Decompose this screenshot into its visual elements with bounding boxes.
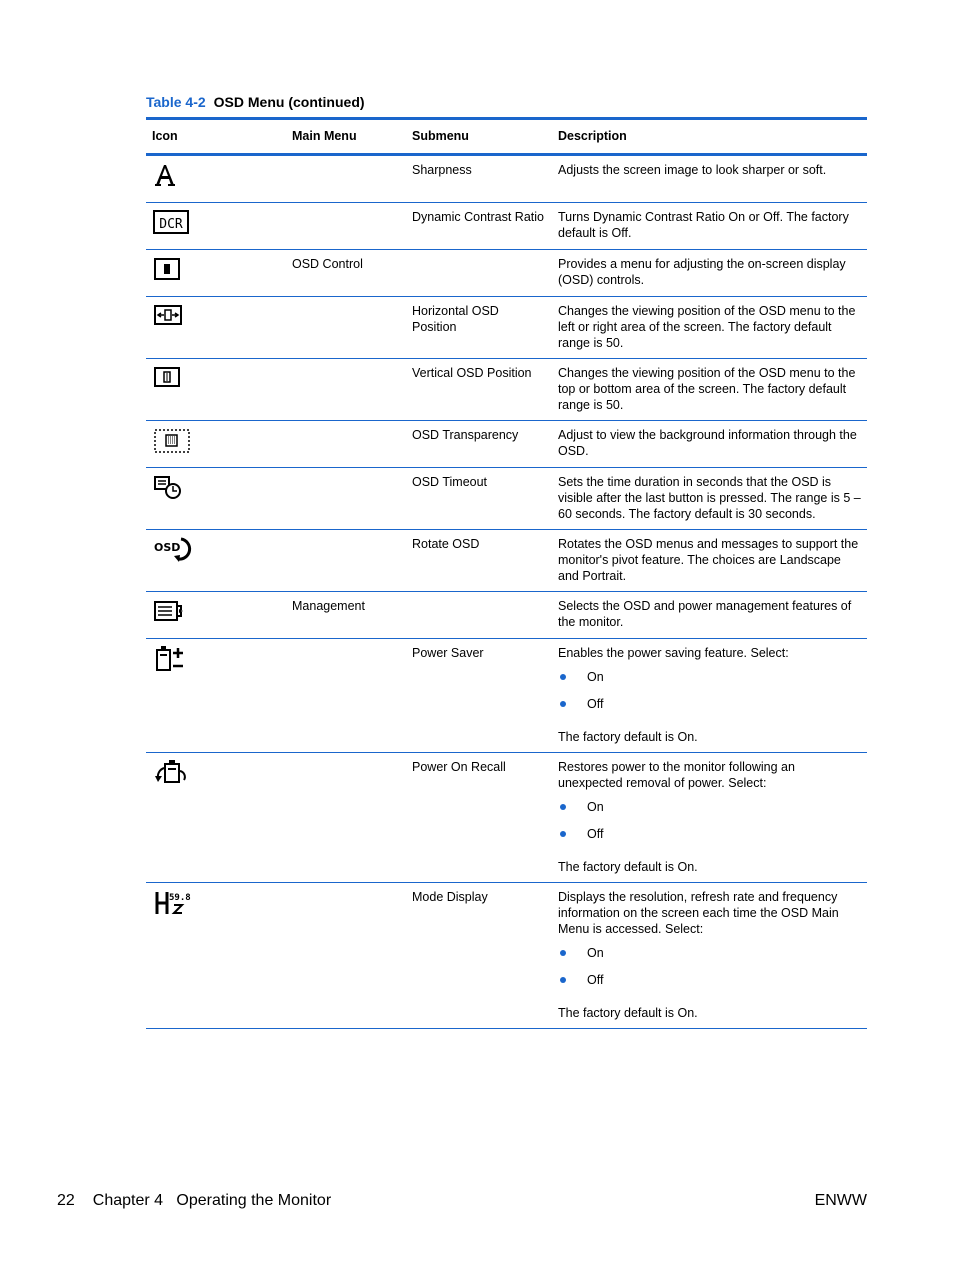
description-text: Enables the power saving feature. Select: bbox=[558, 646, 789, 660]
submenu-cell: Dynamic Contrast Ratio bbox=[406, 203, 552, 250]
page-footer-right: ENWW bbox=[814, 1192, 867, 1209]
table-number: Table 4-2 bbox=[146, 94, 206, 110]
submenu-cell: Rotate OSD bbox=[406, 530, 552, 592]
main-menu-cell: Management bbox=[286, 592, 406, 639]
factory-default-note: The factory default is On. bbox=[558, 730, 698, 744]
osd-control-icon bbox=[152, 255, 192, 285]
main-menu-cell bbox=[286, 639, 406, 753]
table-row bbox=[146, 421, 867, 468]
description-cell: Changes the viewing position of the OSD menu to the left or right area of the screen. The factory default range is 50. bbox=[552, 297, 867, 359]
chapter-title: Chapter 4 Operating the Monitor bbox=[92, 1192, 332, 1209]
option-item: Off bbox=[558, 696, 861, 723]
sharpness-icon bbox=[152, 161, 192, 191]
description-cell: Adjusts the screen image to look sharper or soft. bbox=[552, 155, 867, 203]
main-menu-cell bbox=[286, 883, 406, 1029]
main-menu-cell bbox=[286, 203, 406, 250]
description-cell: Changes the viewing position of the OSD menu to the top or bottom area of the screen. The factory default range is 50. bbox=[552, 359, 867, 421]
svg-text:DCR: DCR bbox=[159, 217, 183, 232]
osd-menu-table bbox=[146, 117, 867, 1029]
table-caption bbox=[146, 94, 365, 110]
power-saver-icon bbox=[152, 644, 192, 674]
main-menu-cell bbox=[286, 155, 406, 203]
option-item: On bbox=[558, 799, 861, 826]
option-item: Off bbox=[558, 972, 861, 999]
header-icon: Icon bbox=[146, 119, 286, 155]
main-menu-cell bbox=[286, 468, 406, 530]
page-number: 22 bbox=[57, 1192, 75, 1209]
table-row bbox=[146, 639, 867, 753]
svg-text:OSD: OSD bbox=[154, 541, 181, 554]
description-cell: Sets the time duration in seconds that the OSD is visible after the last button is pressed. The range is 5 – 60 seconds. The factory default is 30 seconds. bbox=[552, 468, 867, 530]
description-cell: Rotates the OSD menus and messages to support the monitor's pivot feature. The choices are Landscape and Portrait. bbox=[552, 530, 867, 592]
header-submenu: Submenu bbox=[406, 119, 552, 155]
power-on-recall-icon bbox=[152, 758, 192, 788]
table-row bbox=[146, 530, 867, 592]
description-cell bbox=[552, 753, 867, 883]
mode-display-icon bbox=[152, 888, 192, 918]
factory-default-note: The factory default is On. bbox=[558, 1006, 698, 1020]
main-menu-cell bbox=[286, 421, 406, 468]
submenu-cell bbox=[406, 592, 552, 639]
main-menu-cell bbox=[286, 297, 406, 359]
description-cell: Selects the OSD and power management features of the monitor. bbox=[552, 592, 867, 639]
osd-transparency-icon bbox=[152, 426, 192, 456]
description-cell: Turns Dynamic Contrast Ratio On or Off. The factory default is Off. bbox=[552, 203, 867, 250]
submenu-cell: Power On Recall bbox=[406, 753, 552, 883]
main-menu-cell bbox=[286, 359, 406, 421]
table-row bbox=[146, 359, 867, 421]
option-list bbox=[558, 945, 861, 999]
description-cell bbox=[552, 883, 867, 1029]
table-title: OSD Menu (continued) bbox=[213, 94, 365, 110]
option-item: Off bbox=[558, 826, 861, 853]
table-row bbox=[146, 753, 867, 883]
submenu-cell: OSD Timeout bbox=[406, 468, 552, 530]
rotate-osd-icon bbox=[152, 535, 192, 565]
main-menu-cell bbox=[286, 530, 406, 592]
table-row bbox=[146, 592, 867, 639]
submenu-cell: Horizontal OSD Position bbox=[406, 297, 552, 359]
vertical-osd-position-icon bbox=[152, 364, 192, 394]
option-item: On bbox=[558, 945, 861, 972]
option-list bbox=[558, 669, 861, 723]
table-row bbox=[146, 155, 867, 203]
table-row bbox=[146, 250, 867, 297]
submenu-cell: Vertical OSD Position bbox=[406, 359, 552, 421]
option-list bbox=[558, 799, 861, 853]
table-row bbox=[146, 883, 867, 1029]
submenu-cell: OSD Transparency bbox=[406, 421, 552, 468]
submenu-cell: Mode Display bbox=[406, 883, 552, 1029]
option-item: On bbox=[558, 669, 861, 696]
management-icon bbox=[152, 597, 192, 627]
description-cell: Adjust to view the background information through the OSD. bbox=[552, 421, 867, 468]
description-cell: Provides a menu for adjusting the on-screen display (OSD) controls. bbox=[552, 250, 867, 297]
dcr-icon bbox=[152, 208, 192, 238]
svg-text:59.8: 59.8 bbox=[169, 893, 191, 903]
table-row bbox=[146, 297, 867, 359]
table-row bbox=[146, 203, 867, 250]
submenu-cell bbox=[406, 250, 552, 297]
description-text: Restores power to the monitor following an unexpected removal of power. Select: bbox=[558, 760, 795, 790]
submenu-cell: Sharpness bbox=[406, 155, 552, 203]
description-cell bbox=[552, 639, 867, 753]
header-description: Description bbox=[552, 119, 867, 155]
osd-timeout-icon bbox=[152, 473, 192, 503]
submenu-cell: Power Saver bbox=[406, 639, 552, 753]
description-text: Displays the resolution, refresh rate and frequency information on the screen each time the OSD Main Menu is accessed. Select: bbox=[558, 890, 839, 936]
page-footer-left bbox=[57, 1192, 331, 1210]
factory-default-note: The factory default is On. bbox=[558, 860, 698, 874]
main-menu-cell bbox=[286, 753, 406, 883]
main-menu-cell: OSD Control bbox=[286, 250, 406, 297]
table-header-row bbox=[146, 119, 867, 155]
header-main-menu: Main Menu bbox=[286, 119, 406, 155]
table-row bbox=[146, 468, 867, 530]
horizontal-osd-position-icon bbox=[152, 302, 192, 332]
